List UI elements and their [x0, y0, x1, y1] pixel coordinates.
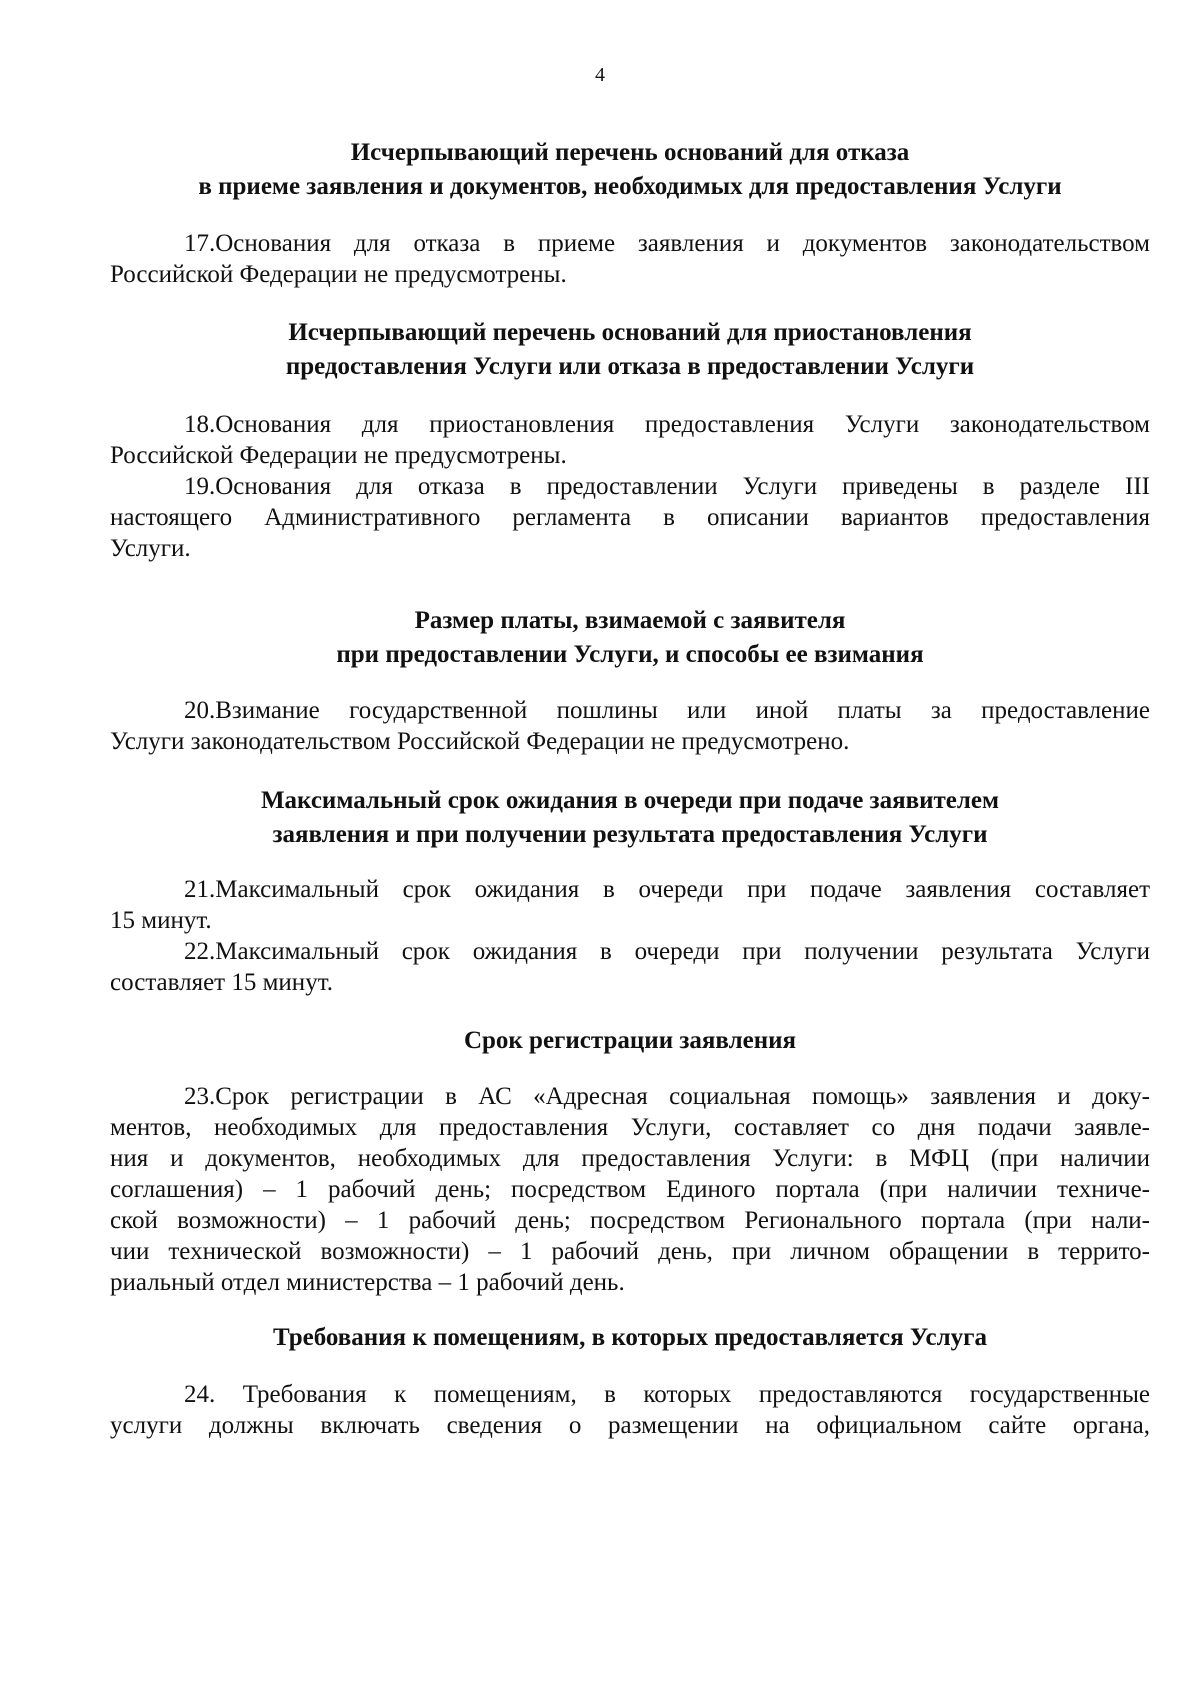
heading-line: Исчерпывающий перечень оснований для приостановления — [288, 319, 972, 346]
paragraph — [110, 1379, 1150, 1441]
paragraph-line: 24. Требования к помещениям, в которых предоставляются государственные — [184, 1381, 1150, 1408]
paragraph-line: 22.Максимальный срок ожидания в очереди при получении результата Услуги — [184, 938, 1150, 965]
heading-line: Исчерпывающий перечень оснований для отказа — [350, 139, 910, 166]
paragraph-line: Услуги. — [110, 535, 191, 562]
paragraph-line: 19.Основания для отказа в предоставлении Услуги приведены в разделе III — [184, 473, 1150, 500]
heading-line: Срок регистрации заявления — [463, 1027, 797, 1054]
heading-line: Максимальный срок ожидания в очереди при подаче заявителем — [260, 787, 1000, 814]
paragraph — [110, 471, 1150, 564]
section-heading — [110, 136, 1150, 204]
section-heading — [110, 784, 1150, 852]
heading-line: при предоставлении Услуги, и способы ее взимания — [336, 641, 924, 668]
paragraph-line: Российской Федерации не предусмотрены. — [110, 261, 567, 288]
paragraph-line: ментов, необходимых для предоставления Услуги, составляет со дня подачи заявле- — [110, 1114, 1150, 1141]
heading-line: Размер платы, взимаемой с заявителя — [414, 607, 846, 634]
paragraph-line: услуги должны включать сведения о размещении на официальном сайте органа, — [110, 1412, 1150, 1439]
paragraph — [110, 874, 1150, 936]
paragraph-line: Российской Федерации не предусмотрены. — [110, 442, 567, 469]
page-number: 4 — [595, 64, 605, 86]
paragraph-line: ния и документов, необходимых для предоставления Услуги: в МФЦ (при наличии — [110, 1145, 1150, 1172]
section-heading — [110, 316, 1150, 384]
paragraph — [110, 695, 1150, 757]
paragraph — [110, 1081, 1150, 1298]
paragraph-line: 20.Взимание государственной пошлины или иной платы за предоставление — [184, 697, 1150, 724]
heading-line: предоставления Услуги или отказа в предоставлении Услуги — [285, 353, 975, 380]
paragraph — [110, 228, 1150, 290]
paragraph — [110, 409, 1150, 471]
section-heading — [110, 1321, 1150, 1355]
heading-line: Требования к помещениям, в которых предоставляется Услуга — [272, 1324, 988, 1351]
heading-line: в приеме заявления и документов, необходимых для предоставления Услуги — [198, 173, 1062, 200]
paragraph-line: ской возможности) – 1 рабочий день; посредством Регионального портала (при нали- — [110, 1207, 1150, 1234]
paragraph-line: 21.Максимальный срок ожидания в очереди при подаче заявления составляет — [184, 876, 1150, 903]
paragraph-line: 15 минут. — [110, 907, 212, 934]
paragraph-line: 23.Срок регистрации в АС «Адресная социальная помощь» заявления и доку- — [184, 1083, 1150, 1110]
paragraph-line: чии технической возможности) – 1 рабочий день, при личном обращении в террито- — [110, 1238, 1150, 1265]
paragraph-line: риальный отдел министерства – 1 рабочий день. — [110, 1269, 625, 1296]
paragraph-line: Услуги законодательством Российской Федерации не предусмотрено. — [110, 728, 850, 755]
paragraph-line: настоящего Административного регламента в описании вариантов предоставления — [110, 504, 1150, 531]
paragraph-line: составляет 15 минут. — [110, 969, 333, 996]
paragraph — [110, 936, 1150, 998]
paragraph-line: соглашения) – 1 рабочий день; посредством Единого портала (при наличии техниче- — [110, 1176, 1150, 1203]
section-heading — [110, 1024, 1150, 1058]
paragraph-line: 18.Основания для приостановления предоставления Услуги законодательством — [184, 411, 1150, 438]
heading-line: заявления и при получении результата предоставления Услуги — [272, 821, 988, 848]
section-heading — [110, 604, 1150, 672]
paragraph-line: 17.Основания для отказа в приеме заявления и документов законодательством — [184, 230, 1150, 257]
